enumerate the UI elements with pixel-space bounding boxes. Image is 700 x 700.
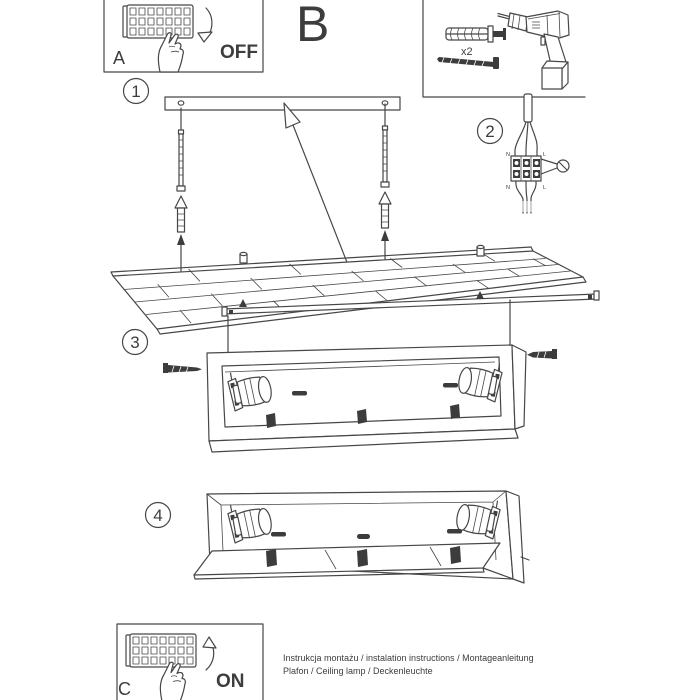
switch-panel-icon <box>123 5 193 38</box>
section-b-label: B <box>296 0 330 52</box>
ceiling-screw-left <box>240 252 247 263</box>
panel-c <box>117 624 263 700</box>
ceiling-panel-icon <box>111 245 586 334</box>
panel-a-action-label: OFF <box>220 42 258 63</box>
panel-c-action-label: ON <box>216 671 245 692</box>
terminal-label-n-top: N <box>506 152 510 158</box>
tools-quantity-label: x2 <box>461 46 473 58</box>
hand-icon <box>158 33 183 72</box>
step-3-number: 3 <box>130 333 140 352</box>
side-screw-left <box>163 363 202 373</box>
lamp-peg-right <box>447 529 462 534</box>
screw-and-plug-right <box>379 104 391 284</box>
side-screw-right <box>527 349 557 359</box>
footer <box>283 653 534 676</box>
panel-c-label: C <box>118 679 131 699</box>
wall-plug-icon <box>446 26 506 42</box>
screw-and-plug-left <box>175 108 187 288</box>
switch-panel-icon <box>126 634 196 667</box>
lamp-peg-left <box>271 532 286 537</box>
panel-a-label: A <box>113 48 126 68</box>
terminal-label-l-bottom: L <box>543 185 547 191</box>
arrow-up-icon <box>203 637 216 670</box>
ceiling-screw-right <box>477 245 484 256</box>
lamp-peg-right <box>443 383 458 388</box>
step-1-number: 1 <box>131 82 141 101</box>
terminal-label-l-top: L <box>543 152 547 158</box>
step-3 <box>111 245 599 452</box>
hand-icon <box>160 662 185 700</box>
arrow-down-icon <box>198 8 212 42</box>
tools-box <box>423 0 585 97</box>
step-2 <box>478 94 570 213</box>
screwdriver-icon <box>541 159 569 174</box>
footer-line-1: Instrukcja montażu / instalation instructions / Montageanleitung <box>283 653 534 663</box>
step-4 <box>146 491 530 583</box>
step-2-number: 2 <box>485 122 495 141</box>
terminal-label-n-bottom: N <box>506 185 510 191</box>
drill-icon <box>498 11 569 89</box>
lamp-peg-left <box>292 391 307 396</box>
footer-line-2: Plafon / Ceiling lamp / Deckenleuchte <box>283 666 433 676</box>
power-cable <box>515 94 537 157</box>
screw-icon <box>437 57 499 69</box>
panel-a <box>104 0 263 72</box>
step-4-number: 4 <box>153 506 163 525</box>
lamp-wires <box>516 181 536 213</box>
mounting-bar <box>165 97 400 110</box>
center-slot <box>357 534 370 539</box>
